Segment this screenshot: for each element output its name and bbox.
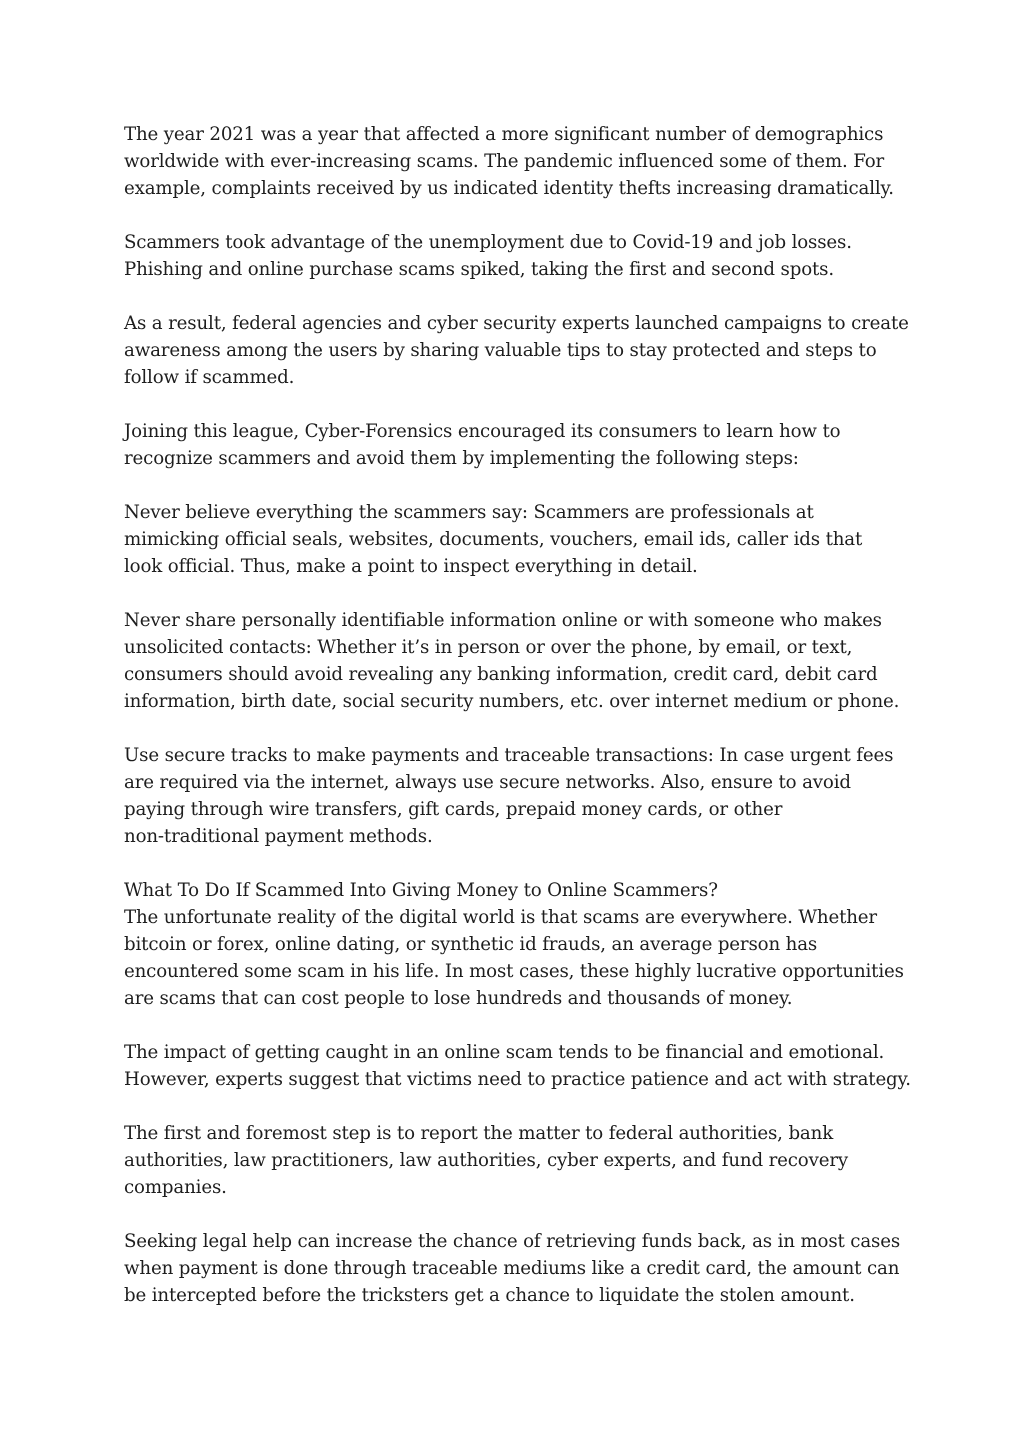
paragraph-2021-overview	[124, 121, 914, 202]
document-page	[124, 121, 914, 1336]
text-line: follow if scammed.	[124, 367, 295, 388]
text-line: be intercepted before the tricksters get a chance to liquidate the stolen amount.	[124, 1285, 855, 1306]
paragraph-cyber-forensics	[124, 418, 914, 472]
text-line: worldwide with ever-increasing scams. The pandemic influenced some of them. For	[124, 151, 885, 172]
text-line: The first and foremost step is to report the matter to federal authorities, bank	[124, 1123, 834, 1144]
text-line: are required via the internet, always use secure networks. Also, ensure to avoid	[124, 772, 851, 793]
paragraph-first-step	[124, 1120, 914, 1201]
text-line: information, birth date, social security numbers, etc. over internet medium or phone.	[124, 691, 900, 712]
text-line: consumers should avoid revealing any banking information, credit card, debit card	[124, 664, 878, 685]
paragraph-what-to-do	[124, 877, 914, 1012]
text-line: Use secure tracks to make payments and traceable transactions: In case urgent fees	[124, 745, 894, 766]
text-line: authorities, law practitioners, law authorities, cyber experts, and fund recovery	[124, 1150, 848, 1171]
text-line: recognize scammers and avoid them by implementing the following steps:	[124, 448, 799, 469]
paragraph-secure-tracks	[124, 742, 914, 850]
paragraph-impact	[124, 1039, 914, 1093]
text-line: Never share personally identifiable information online or with someone who makes	[124, 610, 882, 631]
text-line: Seeking legal help can increase the chance of retrieving funds back, as in most cases	[124, 1231, 901, 1252]
text-line: However, experts suggest that victims need to practice patience and act with strategy.	[124, 1069, 911, 1090]
text-line: paying through wire transfers, gift cards, prepaid money cards, or other	[124, 799, 783, 820]
paragraph-never-believe	[124, 499, 914, 580]
text-line: encountered some scam in his life. In most cases, these highly lucrative opportunities	[124, 961, 904, 982]
text-line: example, complaints received by us indicated identity thefts increasing dramatically.	[124, 178, 894, 199]
text-line: Phishing and online purchase scams spiked, taking the first and second spots.	[124, 259, 834, 280]
paragraph-never-share	[124, 607, 914, 715]
text-line: As a result, federal agencies and cyber security experts launched campaigns to create	[124, 313, 909, 334]
text-line: Never believe everything the scammers say: Scammers are professionals at	[124, 502, 814, 523]
text-line: Scammers took advantage of the unemployment due to Covid-19 and job losses.	[124, 232, 852, 253]
paragraph-federal-campaigns	[124, 310, 914, 391]
text-line: mimicking official seals, websites, documents, vouchers, email ids, caller ids that	[124, 529, 863, 550]
paragraph-scammers-covid	[124, 229, 914, 283]
section-heading: What To Do If Scammed Into Giving Money to Online Scammers?	[124, 880, 718, 901]
text-line: awareness among the users by sharing valuable tips to stay protected and steps to	[124, 340, 877, 361]
text-line: bitcoin or forex, online dating, or synthetic id frauds, an average person has	[124, 934, 818, 955]
text-line: when payment is done through traceable mediums like a credit card, the amount can	[124, 1258, 900, 1279]
text-line: The year 2021 was a year that affected a more significant number of demographics	[124, 124, 884, 145]
text-line: are scams that can cost people to lose hundreds and thousands of money.	[124, 988, 793, 1009]
text-line: The impact of getting caught in an online scam tends to be financial and emotional.	[124, 1042, 885, 1063]
text-line: companies.	[124, 1177, 227, 1198]
paragraph-legal-help	[124, 1228, 914, 1309]
text-line: non-traditional payment methods.	[124, 826, 433, 847]
text-line: unsolicited contacts: Whether it’s in person or over the phone, by email, or text,	[124, 637, 853, 658]
text-line: look official. Thus, make a point to inspect everything in detail.	[124, 556, 698, 577]
text-line: Joining this league, Cyber-Forensics encouraged its consumers to learn how to	[124, 421, 841, 442]
text-line: The unfortunate reality of the digital world is that scams are everywhere. Whether	[124, 907, 877, 928]
